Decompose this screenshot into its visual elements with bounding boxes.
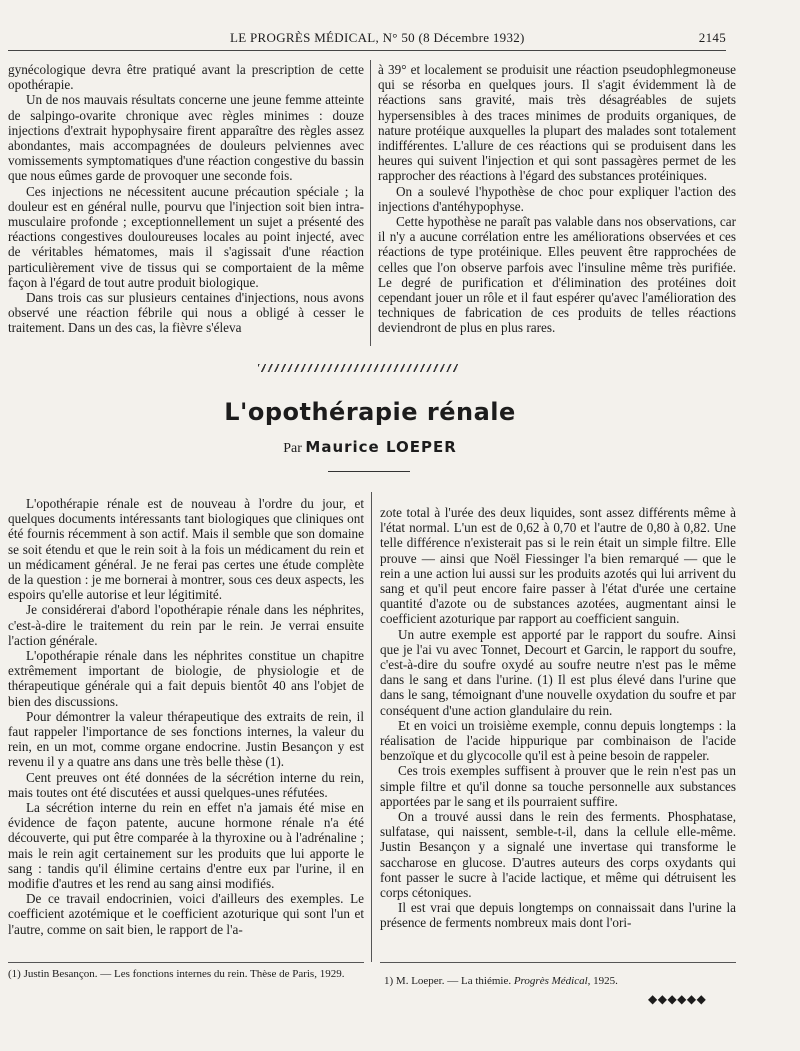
paragraph: Cent preuves ont été données de la sécrétion interne du rein, mais toutes ont été discutées et aussi quelques-unes réfutées.	[8, 769, 364, 800]
footnote-right	[384, 975, 734, 988]
previous-article-left-column	[8, 62, 364, 336]
end-ornament: ◆◆◆◆◆◆	[648, 992, 707, 1006]
page-number: 2145	[698, 30, 726, 45]
paragraph: Cette hypothèse ne paraît pas valable dans nos observations, car il n'y a aucune corrélation entre les améliorations observées et ces réactions de type protéinique. Elles peuvent être rapprochées de celles que l'on observe parfois avec l'insuline même très purifiée. Le degré de purification et d'élimination des protéines doit cependant jouer un rôle et il faut espérer qu'avec l'amélioration des techniques de fabrication de ces produits de telles réactions deviendront de plus en plus rares.	[378, 214, 736, 336]
paragraph: On a trouvé aussi dans le rein des ferments. Phosphatase, sulfatase, qui naissent, semble-t-il, dans la cellule elle-même. Justin Besançon y a signalé une invertase qui transforme le saccharose en glucose. D'autres auteurs des corps oxydants qui font passer le sucre à l'acide lactique, et même qui détruisent les corps cétoniques.	[380, 809, 736, 901]
previous-article-right-column	[378, 62, 736, 336]
paragraph: Et en voici un troisième exemple, connu depuis longtemps : la réalisation de l'acide hippurique par combinaison de l'acide benzoïque et du glycocolle qu'il est à peine besoin de rappeler.	[380, 717, 736, 764]
byline	[0, 438, 740, 457]
footnote-journal: Progrès Médical,	[513, 975, 591, 987]
paragraph: à 39° et localement se produisit une réaction pseudophlegmoneuse qui se résorba en quelques jours. Il s'agit évidemment là de réactions sans gravité, mais très désagréables de sujets hypersensibles à des traces minimes de produits organiques, de nature protéique auxquelles la plupart des malades sont totalement indifférentes. L'allure de ces réactions qui se produisent dans les heures qui suivent l'injection et qui sont passagères permet de les rapprocher des réactions à l'égard des substances protéiniques.	[378, 62, 736, 184]
paragraph: La sécrétion interne du rein en effet n'a jamais été mise en évidence de façon patente, aucune hormone rénale n'a été découverte, qui put être comparée à la thyroxine ou à l'adrénaline ; mais le rein agit certainement sur les produits que lui apporte le sang : tandis qu'il élimine certains d'entre eux par l'urine, il en modifie d'autres et les rend au sang ainsi modifiés.	[8, 800, 364, 892]
paragraph: Il est vrai que depuis longtemps on connaissait dans l'urine la présence de ferments nombreux mais dont l'ori-	[380, 900, 736, 931]
column-divider	[371, 492, 372, 962]
footnote-rule	[380, 962, 736, 963]
article-right-column	[380, 505, 736, 931]
article-left-column	[8, 496, 364, 937]
paragraph: Pour démontrer la valeur thérapeutique des extraits de rein, il faut rappeler l'importance de ses fonctions internes, la valeur du rein, en un mot, comme organe endocrine. Justin Besançon y est revenu il y a quatre ans dans une très belle thèse (1).	[8, 708, 364, 770]
byline-prefix: Par	[283, 441, 302, 456]
paragraph: De ce travail endocrinien, voici d'ailleurs des exemples. Le coefficient azotémique et le coefficient azoturique qui sont l'un et l'autre, comme on sait bien, le rapport de l'a-	[8, 891, 364, 937]
footnote-rule	[8, 962, 364, 963]
author-name: Maurice LOEPER	[305, 438, 457, 456]
paragraph: On a soulevé l'hypothèse de choc pour expliquer l'action des injections d'antéhypophyse.	[378, 183, 736, 214]
paragraph: Un autre exemple est apporté par le rapport du soufre. Ainsi que je l'ai vu avec Tonnet, Decourt et Garcin, le rapport du soufre, c'est-à-dire du soufre oxydé au soufre neutre n'est pas le même dans le sang et dans l'urine. (1) Il est plus élevé dans l'urine que dans le sang, témoignant d'une nouvelle oxydation du soufre et par conséquent d'une action glandulaire du rein.	[380, 626, 736, 718]
section-separator-ornament	[258, 364, 458, 372]
paragraph: gynécologique devra être pratiqué avant la prescription de cette opothérapie.	[8, 62, 364, 93]
paragraph: Un de nos mauvais résultats concerne une jeune femme atteinte de salpingo-ovarite chronique avec règles minimes : douze injections d'extrait hypophysaire firent apparaître des règles assez abondantes, mais accompagnées de douleurs pelviennes avec vomissements symptomatiques d'une réaction congestive du bassin que nous eûmes garde de provoquer une seconde fois.	[8, 92, 364, 184]
footnote-year: 1925.	[593, 975, 618, 987]
paragraph: Ces injections ne nécessitent aucune précaution spéciale ; la douleur est en général nulle, pourvu que l'injection soit bien intra-musculaire profonde ; exceptionnellement un sujet a présenté des réactions congestives douloureuses locales au point injecté, avec de véritables hématomes, mais il s'agissait d'une réaction particulièrement vive de tissus qui se comportaient de la même façon à l'égard de tout autre produit biologique.	[8, 183, 364, 290]
column-divider	[370, 60, 371, 346]
paragraph: L'opothérapie rénale dans les néphrites constitue un chapitre extrêmement important de biologie, de physiologie et de thérapeutique générale qui a fait depuis bientôt 40 ans l'objet de bien des discussions.	[8, 648, 364, 709]
paragraph: L'opothérapie rénale est de nouveau à l'ordre du jour, et quelques documents intéressants tant biologiques que cliniques ont été fournis récemment à son actif. Mais il semble que son domaine se soit étendu et que le rein soit à la fois un médicament du rein et un médicament général. Je ne ferai pas certes une étude complète de la question : je me bornerai à montrer, sous ces deux aspects, les espoirs qu'elle autorise et leur légitimité.	[8, 496, 364, 603]
running-header	[8, 28, 726, 51]
paragraph: zote total à l'urée des deux liquides, sont assez différents même à l'état normal. L'un est de 0,62 à 0,70 et l'autre de 0,80 à 0,82. Une telle différence n'existerait pas si le rein était un simple filtre. Elle prouve — ainsi que Noël Fiessinger l'a bien remarqué — que le rein a une action lui aussi sur les produits azotés qui lui arrivent du sang et qu'il peut encore faire passer à l'état d'urée une certaine quantité d'azote ou de substances azotées, augmentant ainsi le coefficient azoturique par rapport au coefficient sanguin.	[380, 505, 736, 627]
journal-title: LE PROGRÈS MÉDICAL, N° 50 (8 Décembre 1932)	[230, 30, 525, 45]
footnote-text: 1) M. Loeper. — La thiémie.	[384, 975, 512, 987]
paragraph: Ces trois exemples suffisent à prouver que le rein n'est pas un simple filtre et qu'il donne sa touche personnelle aux substances apportées par le sang et ils pourraient suffire.	[380, 763, 736, 809]
article-title: L'opothérapie rénale	[224, 398, 516, 426]
paragraph: Dans trois cas sur plusieurs centaines d'injections, nous avons observé une réaction fébrile qui nous a obligé à cesser le traitement. Dans un des cas, la fièvre s'éleva	[8, 290, 364, 336]
paragraph: Je considérerai d'abord l'opothérapie rénale dans les néphrites, c'est-à-dire le traitement du rein par le rein. Je verrai ensuite l'action générale.	[8, 602, 364, 648]
title-rule	[328, 471, 410, 472]
footnote-left: (1) Justin Besançon. — Les fonctions internes du rein. Thèse de Paris, 1929.	[8, 968, 345, 980]
